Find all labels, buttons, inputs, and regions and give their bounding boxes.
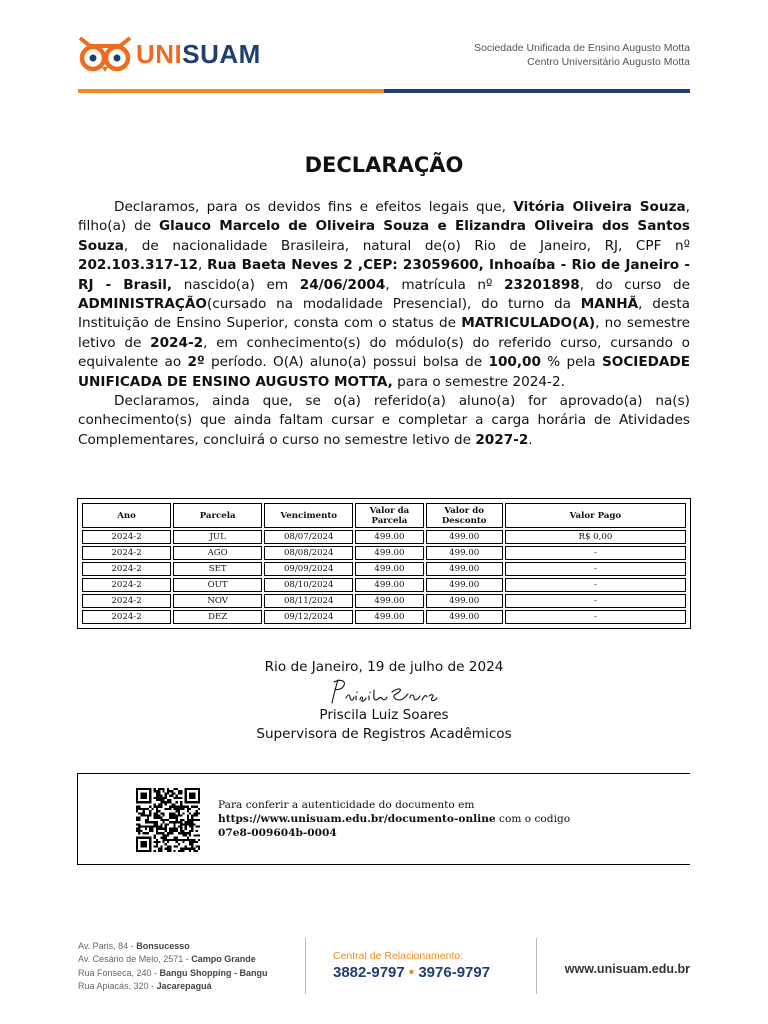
document-title: DECLARAÇÃO <box>304 153 464 177</box>
footer <box>78 936 690 996</box>
table-cell: 08/11/2024 <box>264 594 353 608</box>
table-cell: - <box>505 610 686 624</box>
shift: MANHÃ <box>580 296 639 313</box>
owl-eyes-icon <box>78 34 132 74</box>
contact-phones: 3882-9797 • 3976-9797 <box>333 964 491 981</box>
course-period: 2º <box>187 354 205 371</box>
table-row <box>82 530 686 544</box>
table-cell: 2024-2 <box>82 546 171 560</box>
table-cell: 499.00 <box>355 562 423 576</box>
contact-center-label: Central de Relacionamento: <box>333 950 464 962</box>
table-cell: 2024-2 <box>82 530 171 544</box>
column-header: Valor do Desconto <box>426 503 503 528</box>
table-cell: 499.00 <box>426 610 503 624</box>
header-bar-orange <box>78 89 384 93</box>
table-header-row <box>82 503 686 528</box>
table-cell: 499.00 <box>355 610 423 624</box>
parents-names: Glauco Marcelo de Oliveira Souza e Elizandra Oliveira dos Santos Souza <box>78 218 691 254</box>
table-cell: 2024-2 <box>82 610 171 624</box>
table-cell: NOV <box>173 594 262 608</box>
conclusion-semester: 2027-2 <box>475 431 529 448</box>
column-header: Parcela <box>173 503 262 528</box>
address-line: Rua Fonseca, 240 - Bangu Shopping - Bangu <box>78 967 268 978</box>
table-row <box>82 562 686 576</box>
verification-code: 07e8-009604b-0004 <box>218 827 337 839</box>
declaration-paragraph-2: Declaramos, ainda que, se o(a) referido(a) aluno(a) for aprovado(a) na(s) conhecimento(s) que ainda faltam cursar e completar a carga horária de Atividades Complementares, concluirá o curso no semestre letivo de 2027-2. <box>78 393 690 448</box>
phone-number[interactable]: 3882-9797 <box>333 964 405 981</box>
table-cell: 09/12/2024 <box>264 610 353 624</box>
declaration-body <box>78 198 690 450</box>
table-cell: - <box>505 578 686 592</box>
table-cell: AGO <box>173 546 262 560</box>
semester: 2024-2 <box>150 334 204 351</box>
column-header: Vencimento <box>264 503 353 528</box>
footer-divider <box>536 938 537 994</box>
authenticity-box <box>77 773 690 865</box>
table-cell: 499.00 <box>355 530 423 544</box>
table-cell: - <box>505 546 686 560</box>
scholarship-percent: 100,00 <box>488 354 541 371</box>
place-and-date: Rio de Janeiro, 19 de julho de 2024 <box>264 659 504 675</box>
table-row <box>82 546 686 560</box>
table-cell: R$ 0,00 <box>505 530 686 544</box>
declaration-paragraph-1: Declaramos, para os devidos fins e efeitos legais que, Vitória Oliveira Souza, filho(a) de Glauco Marcelo de Oliveira Souza e Elizandra Oliveira dos Santos Souza, de nacionalidade Brasileira, natural de(o) Rio de Janeiro, RJ, CPF nº 202.103.317-12, Rua Baeta Neves 2 ,CEP: 23059600, Inhoaíba - Rio de Janeiro - RJ - Brasil, nascido(a) em 24/06/2004, matrícula nº 23201898, do curso de ADMINISTRAÇÃO(cursado na modalidade Presencial), do turno da MANHÃ, desta Instituição de Ensino Superior, consta com o status de MATRICULADO(A), no semestre letivo de 2024-2, em conhecimento(s) do módulo(s) do referido curso, cursando o equivalente ao 2º período. O(A) aluno(a) possui bolsa de 100,00 % pela SOCIEDADE UNIFICADA DE ENSINO AUGUSTO MOTTA, para o semestre 2024-2. <box>78 199 691 390</box>
column-header: Valor Pago <box>505 503 686 528</box>
table-cell: DEZ <box>173 610 262 624</box>
student-name: Vitória Oliveira Souza <box>513 199 686 215</box>
verification-url-link[interactable]: https://www.unisuam.edu.br/documento-online <box>218 813 496 825</box>
letterhead <box>78 30 690 94</box>
institution-name <box>474 41 690 69</box>
table-cell: - <box>505 594 686 608</box>
table-cell: OUT <box>173 578 262 592</box>
address-line: Av. Paris, 84 - Bonsucesso <box>78 941 190 951</box>
table-cell: 499.00 <box>426 530 503 544</box>
website-link[interactable]: www.unisuam.edu.br <box>564 962 690 976</box>
signatory-role: Supervisora de Registros Acadêmicos <box>256 726 512 742</box>
logo-wordmark: UNISUAM <box>136 38 261 69</box>
course-name: ADMINISTRAÇÃO <box>78 296 207 313</box>
table-cell: 499.00 <box>355 594 423 608</box>
installments-table <box>77 498 691 629</box>
table-cell: 08/10/2024 <box>264 578 353 592</box>
signatory-name: Priscila Luiz Soares <box>319 707 449 723</box>
qr-code-icon[interactable] <box>136 788 200 852</box>
header-color-bar <box>78 89 690 93</box>
table-cell: 499.00 <box>426 562 503 576</box>
table-row <box>82 594 686 608</box>
table-row <box>82 610 686 624</box>
scholarship-sponsor: SOCIEDADE UNIFICADA DE ENSINO AUGUSTO MOTTA, <box>78 354 691 390</box>
header-bar-navy <box>384 89 690 93</box>
institution-line-1: Sociedade Unificada de Ensino Augusto Motta <box>474 42 690 54</box>
authenticity-text: Para conferir a autenticidade do documento em https://www.unisuam.edu.br/documento-online com o codigo 07e8-009604b-0004 <box>218 799 571 839</box>
student-address: Rua Baeta Neves 2 ,CEP: 23059600, Inhoaíba - Rio de Janeiro - RJ - Brasil, <box>78 257 690 293</box>
institution-line-2: Centro Universitário Augusto Motta <box>527 56 690 68</box>
table-cell: 08/08/2024 <box>264 546 353 560</box>
handwritten-signature-icon <box>326 676 442 708</box>
table-cell: 2024-2 <box>82 594 171 608</box>
table-cell: 2024-2 <box>82 562 171 576</box>
phone-number[interactable]: 3976-9797 <box>418 964 491 981</box>
cpf-number: 202.103.317-12 <box>78 257 199 274</box>
table-cell: 499.00 <box>426 594 503 608</box>
table-cell: JUL <box>173 530 262 544</box>
enrollment-status: MATRICULADO(A) <box>461 315 596 332</box>
table-cell: 499.00 <box>426 546 503 560</box>
footer-divider <box>305 938 306 994</box>
table-cell: 499.00 <box>426 578 503 592</box>
table-cell: 499.00 <box>355 546 423 560</box>
table-cell: 09/09/2024 <box>264 562 353 576</box>
table-cell: SET <box>173 562 262 576</box>
campus-addresses <box>78 940 268 993</box>
address-line: Av. Cesário de Melo, 2571 - Campo Grande <box>78 954 256 965</box>
table-cell: 08/07/2024 <box>264 530 353 544</box>
table-row <box>82 578 686 592</box>
table-cell: 499.00 <box>355 578 423 592</box>
column-header: Ano <box>82 503 171 528</box>
address-line: Rua Apiacás, 320 - Jacarepaguá <box>78 980 212 991</box>
enrollment-number: 23201898 <box>504 276 580 293</box>
table-cell: 2024-2 <box>82 578 171 592</box>
birth-date: 24/06/2004 <box>299 276 386 293</box>
column-header: Valor da Parcela <box>355 503 423 528</box>
table-cell: - <box>505 562 686 576</box>
unisuam-logo <box>78 34 261 74</box>
